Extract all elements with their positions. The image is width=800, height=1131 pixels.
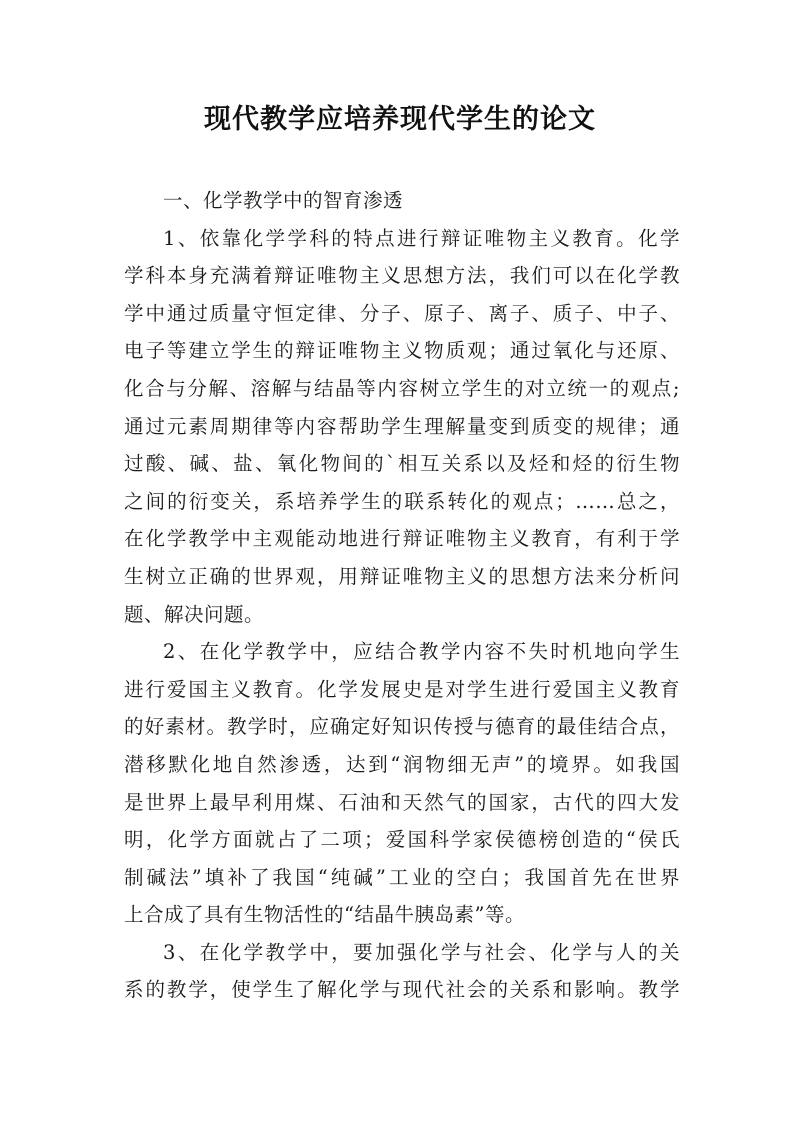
text-line: 进行爱国主义教育。化学发展史是对学生进行爱国主义教育	[124, 677, 680, 701]
text-line: 之间的衍变关，系培养学生的联系转化的观点；……总之，	[124, 489, 680, 513]
text-line: 潜移默化地自然渗透，达到“润物细无声”的境界。如我国	[124, 752, 680, 776]
text-line: 通过元素周期律等内容帮助学生理解量变到质变的规律；通	[124, 414, 680, 438]
text-line: 在化学教学中主观能动地进行辩证唯物主义教育，有利于学	[124, 527, 680, 551]
text-line: 制碱法”填补了我国“纯碱”工业的空白；我国首先在世界	[124, 865, 680, 889]
text-line: 过酸、碱、盐、氧化物间的`相互关系以及烃和烃的衍生物	[124, 452, 680, 476]
text-line: 1、依靠化学学科的特点进行辩证唯物主义教育。化学	[163, 226, 680, 250]
text-line: 电子等建立学生的辩证唯物主义物质观；通过氧化与还原、	[124, 339, 680, 363]
text-line: 生树立正确的世界观，用辩证唯物主义的思想方法来分析问	[124, 564, 680, 588]
text-line: 一、化学教学中的智育渗透	[163, 189, 404, 212]
text-line: 的好素材。教学时，应确定好知识传授与德育的最佳结合点，	[124, 715, 680, 739]
text-line: 上合成了具有生物活性的“结晶牛胰岛素”等。	[124, 903, 525, 927]
text-line: 明，化学方面就占了二项；爱国科学家侯德榜创造的“侯氏	[124, 828, 680, 852]
text-line: 2、在化学教学中，应结合教学内容不失时机地向学生	[163, 640, 680, 664]
text-line: 3、在化学教学中，要加强化学与社会、化学与人的关	[163, 940, 680, 964]
text-line: 是世界上最早利用煤、石油和天然气的国家，古代的四大发	[124, 790, 680, 814]
text-line: 系的教学，使学生了解化学与现代社会的关系和影响。教学	[124, 978, 680, 1002]
text-line: 学科本身充满着辩证唯物主义思想方法，我们可以在化学教	[124, 264, 680, 288]
document-title: 现代教学应培养现代学生的论文	[204, 104, 596, 135]
text-line: 化合与分解、溶解与结晶等内容树立学生的对立统一的观点;	[124, 376, 680, 400]
text-line: 题、解决问题。	[124, 602, 265, 626]
text-line: 学中通过质量守恒定律、分子、原子、离子、质子、中子、	[124, 301, 680, 325]
document-body	[124, 182, 680, 1009]
